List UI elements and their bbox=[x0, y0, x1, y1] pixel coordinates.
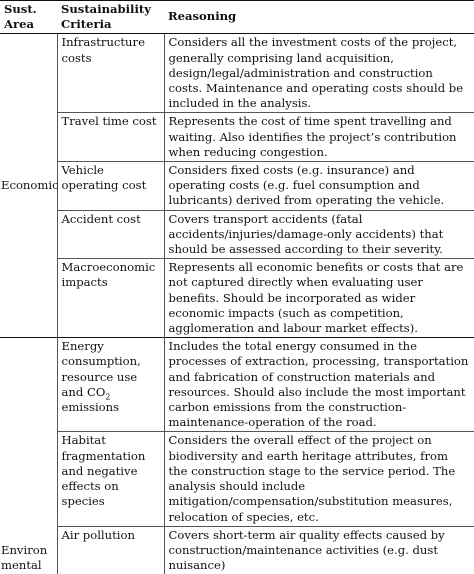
table-row bbox=[0, 526, 474, 574]
header-criteria: Sustainability Criteria bbox=[57, 0, 164, 34]
reasoning-cell: Considers all the investment costs of the project, generally comprising land acquisition, design/legal/administration and construction costs. Maintenance and operating costs should be included in the analysis. bbox=[168, 35, 464, 111]
table-body bbox=[0, 34, 474, 574]
area-cell-environmental bbox=[0, 338, 57, 574]
reasoning-cell: Covers transport accidents (fatal accidents/injuries/damage-only accidents) that should be assessed according to their severity. bbox=[164, 210, 474, 259]
criteria-text-tail: emissions bbox=[61, 400, 120, 415]
table-row bbox=[0, 210, 474, 259]
criteria-cell: Vehicle operating cost bbox=[57, 162, 164, 211]
table-row bbox=[0, 259, 474, 338]
header-area: Sust. Area bbox=[0, 0, 57, 34]
reasoning-cell: Considers the overall effect of the project on biodiversity and earth heritage attributes, from the construction stage to the service period. The analysis should include mitigation/compensation/substitution measures, relocation of species, etc. bbox=[164, 432, 474, 526]
area-cell-economic bbox=[0, 34, 57, 338]
reasoning-cell: Represents the cost of time spent travelling and waiting. Also identifies the project’s contribution when reducing congestion. bbox=[164, 113, 474, 162]
reasoning-cell: Covers short-term air quality effects caused by construction/maintenance activities (e.g. dust nuisance) bbox=[164, 526, 474, 574]
criteria-text: Energy consumption, resource use and CO bbox=[61, 339, 141, 399]
reasoning-cell: Represents all economic benefits or costs that are not captured directly when evaluating user benefits. Should be incorporated as wider economic impacts (such as competition, agglomeration and labour market effects). bbox=[164, 259, 474, 338]
criteria-cell: Accident cost bbox=[57, 210, 164, 259]
table-row bbox=[0, 338, 474, 432]
criteria-cell: Infrastructure costs bbox=[57, 34, 164, 113]
reasoning-cell: Considers fixed costs (e.g. insurance) and operating costs (e.g. fuel consumption and lubricants) derived from operating the vehicle. bbox=[164, 162, 474, 211]
criteria-cell: Habitat fragmentation and negative effects on species bbox=[57, 432, 164, 526]
area-label: Environmental bbox=[1, 542, 48, 573]
table-header bbox=[0, 0, 474, 34]
criteria-cell bbox=[57, 338, 164, 432]
criteria-cell: Air pollution bbox=[57, 526, 164, 574]
table-row bbox=[0, 162, 474, 211]
table-row bbox=[0, 34, 474, 113]
table-row bbox=[0, 113, 474, 162]
criteria-cell: Travel time cost bbox=[57, 113, 164, 162]
reasoning-cell: Includes the total energy consumed in the processes of extraction, processing, transportation and fabrication of construction materials and resources. Should also include the most important carbon emissions from the construction-maintenance-operation of the road. bbox=[164, 338, 474, 432]
table-row bbox=[0, 432, 474, 526]
header-reasoning: Reasoning bbox=[164, 0, 474, 34]
criteria-subscript: 2 bbox=[105, 392, 111, 402]
area-label: Economic bbox=[1, 178, 59, 193]
criteria-cell: Macroeconomic impacts bbox=[57, 259, 164, 338]
